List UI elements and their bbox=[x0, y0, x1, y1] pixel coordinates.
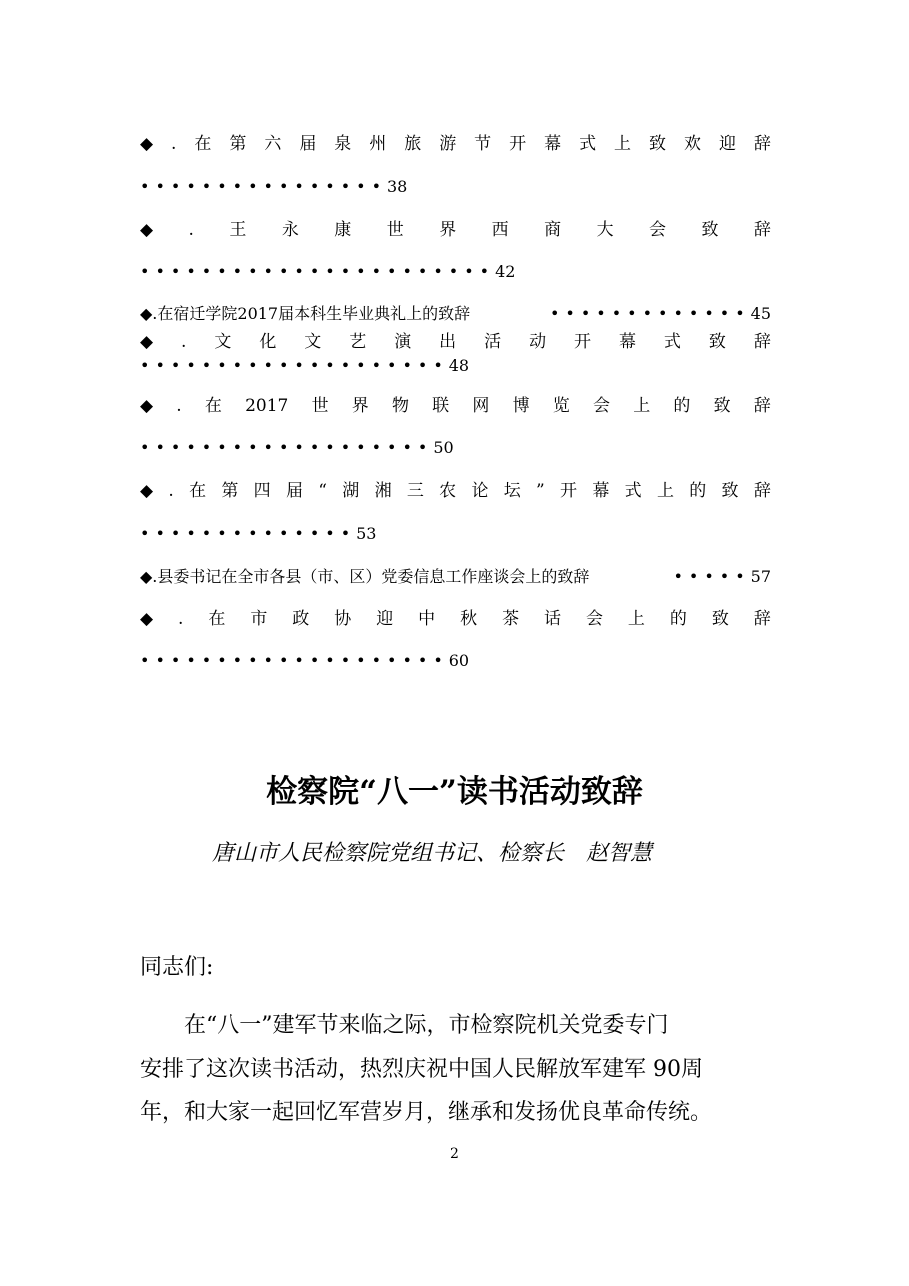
toc-entry-title bbox=[140, 134, 771, 154]
toc-title-char: 届 bbox=[299, 134, 317, 154]
toc-title-char: 欢 bbox=[683, 134, 701, 154]
toc-title-char: 茶 bbox=[502, 609, 520, 629]
toc-title-char: 湖 bbox=[342, 481, 360, 501]
toc-title-char: 六 bbox=[264, 134, 282, 154]
toc-title-char: 第 bbox=[221, 481, 239, 501]
toc-title-char: 世 bbox=[386, 220, 404, 240]
toc-entry-title: ◆.县委书记在全市各县（市、区）党委信息工作座谈会上的致辞 bbox=[140, 567, 590, 586]
toc-entry bbox=[140, 567, 771, 587]
toc-title-char: “ bbox=[318, 481, 327, 501]
toc-title-char: ◆ bbox=[140, 609, 154, 629]
toc-title-char: 化 bbox=[259, 332, 277, 352]
body-line: 年，和大家一起回忆军营岁月，继承和发扬优良革命传统。 bbox=[140, 1100, 713, 1125]
toc-title-char: 上 bbox=[656, 481, 674, 501]
leader-dots: ••••••••••••••••••• bbox=[140, 438, 434, 457]
toc-title-char: 泉 bbox=[334, 134, 352, 154]
toc-title-char: 式 bbox=[579, 134, 597, 154]
leader-dots: •••••••••••••••• bbox=[140, 177, 387, 196]
toc-entry-leader bbox=[140, 651, 469, 671]
toc-title-char: 迎 bbox=[718, 134, 736, 154]
toc-title-char: 论 bbox=[471, 481, 489, 501]
toc-title-char: 迎 bbox=[376, 609, 394, 629]
toc-title-char: 式 bbox=[624, 481, 642, 501]
leader-dots: ••••••••••••• bbox=[549, 304, 751, 323]
toc-title-char: 幕 bbox=[592, 481, 610, 501]
toc-title-char: 的 bbox=[689, 481, 707, 501]
toc-title-char: 市 bbox=[250, 609, 268, 629]
article-title: 检察院“八一”读书活动致辞 bbox=[266, 774, 643, 810]
toc-title-char: 中 bbox=[418, 609, 436, 629]
toc-title-char: ◆ bbox=[140, 332, 154, 352]
toc-entry-leader bbox=[140, 438, 454, 458]
toc-title-char: 2017 bbox=[245, 396, 289, 416]
toc-entry-title: ◆.在宿迁学院2017届本科生毕业典礼上的致辞 bbox=[140, 304, 471, 323]
toc-entry-title bbox=[140, 609, 771, 629]
toc-title-char: 式 bbox=[663, 332, 681, 352]
toc-title-char: . bbox=[171, 134, 177, 154]
toc-page-number: 45 bbox=[750, 304, 771, 323]
body-line: 安排了这次读书活动，热烈庆祝中国人民解放军建军 90周 bbox=[140, 1057, 703, 1082]
toc-title-char: 辞 bbox=[753, 396, 771, 416]
toc-title-char: 康 bbox=[334, 220, 352, 240]
toc-title-char: 辞 bbox=[753, 609, 771, 629]
leader-dots: ••••• bbox=[673, 567, 751, 586]
toc-title-char: 出 bbox=[439, 332, 457, 352]
toc-entry-title bbox=[140, 220, 771, 240]
toc-title-char: 在 bbox=[189, 481, 207, 501]
toc-title-char: 王 bbox=[229, 220, 247, 240]
toc-title-char: . bbox=[188, 220, 194, 240]
toc-title-char: . bbox=[176, 396, 182, 416]
toc-title-char: 届 bbox=[285, 481, 303, 501]
toc-title-char: 联 bbox=[432, 396, 450, 416]
toc-title-char: 湘 bbox=[374, 481, 392, 501]
toc-title-char: ◆ bbox=[140, 396, 154, 416]
toc-title-char: ◆ bbox=[140, 134, 154, 154]
toc-title-char: 活 bbox=[484, 332, 502, 352]
toc-title-char: 致 bbox=[711, 609, 729, 629]
toc-title-char: 开 bbox=[509, 134, 527, 154]
toc-page-number: 53 bbox=[356, 524, 377, 543]
page-number: 2 bbox=[450, 1146, 459, 1162]
toc-title-char: 开 bbox=[574, 332, 592, 352]
toc-title-char: 世 bbox=[311, 396, 329, 416]
toc-title-char: 西 bbox=[491, 220, 509, 240]
toc-title-char: 上 bbox=[633, 396, 651, 416]
toc-title-char: . bbox=[168, 481, 174, 501]
toc-title-char: 演 bbox=[394, 332, 412, 352]
toc-title-char: . bbox=[181, 332, 187, 352]
toc-title-char: ” bbox=[536, 481, 545, 501]
leader-dots: ••••••••••••••••••••••• bbox=[140, 262, 496, 281]
toc-page-number: 57 bbox=[750, 567, 771, 586]
toc-title-char: 四 bbox=[253, 481, 271, 501]
toc-title-char: 辞 bbox=[753, 332, 771, 352]
toc-title-char: 三 bbox=[406, 481, 424, 501]
toc-title-char: 话 bbox=[544, 609, 562, 629]
toc-title-char: 在 bbox=[204, 396, 222, 416]
toc-title-char: 的 bbox=[673, 396, 691, 416]
toc-title-char: . bbox=[178, 609, 184, 629]
toc-page-number: 50 bbox=[433, 438, 454, 457]
leader-dots: •••••••••••••••••••• bbox=[140, 651, 449, 670]
toc-entry-leader bbox=[140, 524, 376, 544]
toc-title-char: 致 bbox=[649, 134, 667, 154]
toc-entry-title bbox=[140, 396, 771, 416]
toc-title-char: 辞 bbox=[753, 481, 771, 501]
toc-title-char: 在 bbox=[194, 134, 212, 154]
leader-dots: •••••••••••••• bbox=[140, 524, 357, 543]
toc-entry-leader bbox=[140, 177, 407, 197]
toc-page-number: 42 bbox=[495, 262, 516, 281]
toc-title-char: 开 bbox=[560, 481, 578, 501]
toc-title-char: 艺 bbox=[349, 332, 367, 352]
toc-entry-leader bbox=[140, 356, 469, 376]
toc-title-char: 幕 bbox=[544, 134, 562, 154]
toc-title-char: 会 bbox=[585, 609, 603, 629]
toc-title-char: 旅 bbox=[404, 134, 422, 154]
toc-title-char: 永 bbox=[281, 220, 299, 240]
toc-title-char: 州 bbox=[369, 134, 387, 154]
toc-title-char: 会 bbox=[649, 220, 667, 240]
toc-entry-title bbox=[140, 332, 771, 352]
toc-title-char: 协 bbox=[334, 609, 352, 629]
leader-dots: •••••••••••••••••••• bbox=[140, 356, 449, 375]
toc-title-char: 物 bbox=[391, 396, 409, 416]
toc-title-char: 第 bbox=[229, 134, 247, 154]
toc-title-char: 农 bbox=[439, 481, 457, 501]
toc-title-char: 幕 bbox=[618, 332, 636, 352]
toc-title-char: 会 bbox=[592, 396, 610, 416]
toc-title-char: 致 bbox=[701, 220, 719, 240]
toc-title-char: 览 bbox=[552, 396, 570, 416]
toc-entry-leader bbox=[140, 262, 515, 282]
toc-title-char: 上 bbox=[627, 609, 645, 629]
toc-title-char: 商 bbox=[544, 220, 562, 240]
body-line: 在“八一”建军节来临之际，市检察院机关党委专门 bbox=[140, 1013, 669, 1038]
toc-title-char: 文 bbox=[304, 332, 322, 352]
toc-title-char: 节 bbox=[474, 134, 492, 154]
toc-page-number: 38 bbox=[387, 177, 408, 196]
toc-title-char: 秋 bbox=[460, 609, 478, 629]
toc-title-char: 大 bbox=[596, 220, 614, 240]
toc-title-char: 界 bbox=[439, 220, 457, 240]
toc-page-number: 60 bbox=[448, 651, 470, 670]
toc-title-char: 游 bbox=[439, 134, 457, 154]
toc-title-char: 坛 bbox=[503, 481, 521, 501]
toc-title-char: 致 bbox=[721, 481, 739, 501]
toc-title-char: 文 bbox=[214, 332, 232, 352]
toc-title-char: ◆ bbox=[140, 220, 154, 240]
toc-title-char: 动 bbox=[529, 332, 547, 352]
toc-title-char: 网 bbox=[472, 396, 490, 416]
toc-title-char: ◆ bbox=[140, 481, 154, 501]
toc-title-char: 在 bbox=[208, 609, 226, 629]
toc-title-char: 致 bbox=[708, 332, 726, 352]
toc-title-char: 的 bbox=[669, 609, 687, 629]
article-byline: 唐山市人民检察院党组书记、检察长 赵智慧 bbox=[212, 841, 653, 866]
toc-title-char: 博 bbox=[512, 396, 530, 416]
salutation: 同志们: bbox=[140, 955, 214, 980]
toc-page-number: 48 bbox=[448, 356, 470, 375]
toc-entry-title bbox=[140, 481, 771, 501]
toc-title-char: 辞 bbox=[753, 220, 771, 240]
toc-title-char: 辞 bbox=[753, 134, 771, 154]
toc-title-char: 上 bbox=[614, 134, 632, 154]
toc-title-char: 政 bbox=[292, 609, 310, 629]
toc-title-char: 界 bbox=[351, 396, 369, 416]
toc-title-char: 致 bbox=[713, 396, 731, 416]
toc-entry bbox=[140, 304, 771, 324]
